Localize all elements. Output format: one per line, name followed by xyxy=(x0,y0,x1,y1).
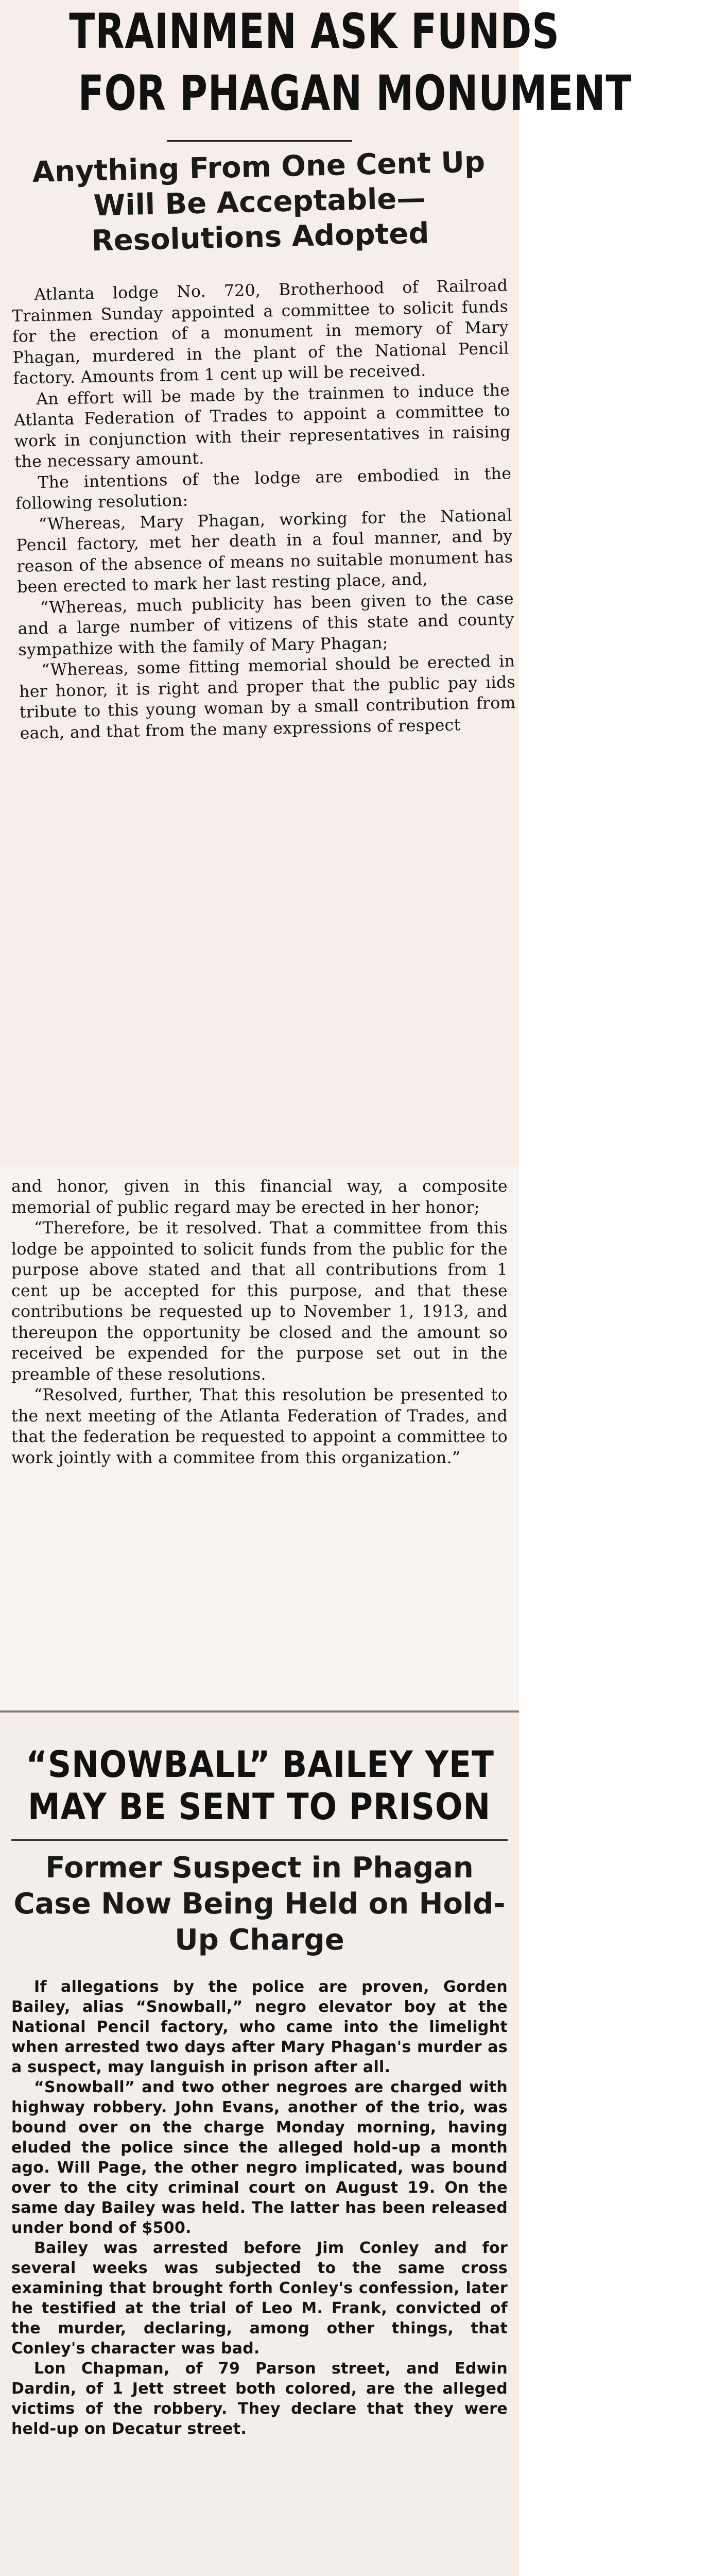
paragraph: An effort will be made by the trainmen to induce the Atlanta Federation of Trades to appoint a committee to work in conjunction with their representatives in raising the necessary amount. xyxy=(13,380,511,471)
paragraph: Atlanta lodge No. 720, Brotherhood of Railroad Trainmen Sunday appointed a committee to solicit funds for the erection of a monument in memory of Mary Phagan, murdered in the plant of the National Pencil factory. Amounts from 1 cent up will be received. xyxy=(11,276,509,388)
headline xyxy=(0,1743,519,1828)
article-body xyxy=(11,1977,508,2439)
article-body-continued xyxy=(11,1176,508,1468)
article-trainmen-continuation xyxy=(0,1167,519,1710)
paragraph: and honor, given in this financial way, a composite memorial of public regard may be erected in her honor; xyxy=(11,1177,508,1217)
article-snowball-bailey-clipping xyxy=(0,1710,519,2576)
paragraph: If allegations by the police are proven, Gorden Bailey, alias “Snowball,” negro elevator boy at the National Pencil factory, who came into the limelight when arrested two days after Mary Phagan's murder as a suspect, may languish in prison after all. xyxy=(11,1978,508,2076)
headline-rule xyxy=(11,1839,508,1841)
paragraph: “Resolved, further, That this resolution be presented to the next meeting of the Atlanta Federation of Trades, and that the federation be requested to appoint a committee to work jointly with a commitee from this organization.” xyxy=(11,1386,508,1467)
paragraph: “Therefore, be it resolved. That a committee from this lodge be appointed to solicit funds from the public for the purpose above stated and that all contributions from 1 cent up be accepted for this purpose, and that these contributions be requested up to November 1, 1913, and thereupon the opportunity be closed and the amount so received be expended for the purpose set out in the preamble of these resolutions. xyxy=(11,1219,508,1384)
headline-line-1: TRAINMEN ASK FUNDS xyxy=(69,4,560,60)
headline-line-2: MAY BE SENT TO PRISON xyxy=(28,1786,491,1828)
paragraph: Lon Chapman, of 79 Parson street, and Edwin Dardin, of 1 Jett street both colored, are the alleged victims of the robbery. They declare that they were held-up on Decatur street. xyxy=(11,2360,508,2438)
paragraph: “Whereas, Mary Phagan, working for the National Pencil factory, met her death in a foul manner, and by reason of the absence of means no suitable monument has been erected to mark her last resting place, and, xyxy=(16,505,513,597)
paragraph: “Whereas, much publicity has been given to the case and a large number of vitizens of this state and county sympathize with the family of Mary Phagan; xyxy=(18,589,514,659)
paragraph: Bailey was arrested before Jim Conley and for several weeks was subjected to the same cross examining that brought forth Conley's confession, later he testified at the trial of Leo M. Frank, convicted of the murder, declaring, among other things, that Conley's character was bad. xyxy=(11,2239,508,2358)
subheadline: Former Suspect in Phagan Case Now Being Held on Hold-Up Charge xyxy=(13,1851,506,1957)
article-body xyxy=(11,275,516,743)
article-trainmen-clipping xyxy=(0,0,632,1167)
headline-line-2: FOR PHAGAN MONUMENT xyxy=(78,65,632,122)
paragraph: “Whereas, some fitting memorial should be erected in her honor, it is right and proper that the public pay ıids tribute to this young woman by a small contribution from each, and that from the many expressions of respect xyxy=(19,652,516,743)
headline xyxy=(0,1,632,125)
subheadline: Anything From One Cent Up Will Be Acceptable—Resolutions Adopted xyxy=(32,145,486,258)
paragraph: The intentions of the lodge are embodied in the following resolution: xyxy=(15,464,512,513)
headline-rule xyxy=(167,140,352,142)
headline-line-1: “SNOWBALL” BAILEY YET xyxy=(26,1743,494,1786)
paragraph: “Snowball” and two other negroes are charged with highway robbery. John Evans, another of the trio, was bound over on the charge Monday morning, having eluded the police since the alleged hold-up a month ago. Will Page, the other negro implicated, was bound over to the city criminal court on August 19. On the same day Bailey was held. The latter has been released under bond of $500. xyxy=(11,2078,508,2237)
